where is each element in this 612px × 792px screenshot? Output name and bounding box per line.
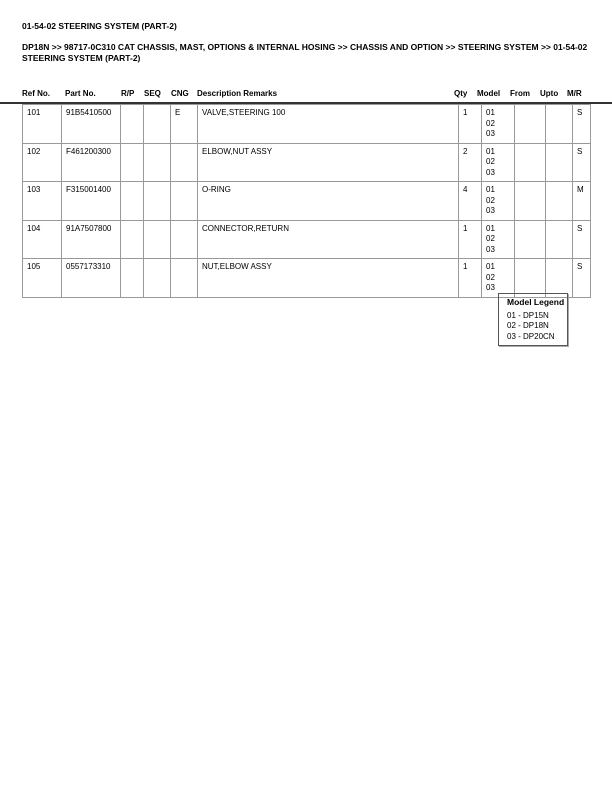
cell-desc: VALVE,STEERING 100	[198, 105, 459, 144]
cell-upto	[546, 143, 573, 182]
table-row	[23, 143, 591, 182]
cell-seq	[144, 220, 171, 259]
cell-part: 91A7507800	[62, 220, 121, 259]
header-part: Part No.	[65, 89, 96, 98]
model-code: 03	[486, 244, 495, 254]
header-mr: M/R	[567, 89, 582, 98]
header-from: From	[510, 89, 530, 98]
cell-desc: CONNECTOR,RETURN	[198, 220, 459, 259]
cell-cng	[171, 182, 198, 221]
model-code: 01	[486, 223, 495, 233]
table-row	[23, 220, 591, 259]
cell-models	[482, 143, 515, 182]
cell-seq	[144, 143, 171, 182]
cell-rp	[121, 259, 144, 298]
header-seq: SEQ	[144, 89, 161, 98]
cell-upto	[546, 105, 573, 144]
cell-ref: 105	[23, 259, 62, 298]
cell-seq	[144, 105, 171, 144]
cell-mr: S	[573, 259, 591, 298]
model-code: 03	[486, 283, 495, 292]
cell-rp	[121, 143, 144, 182]
legend-item: 03 - DP20CN	[507, 331, 555, 341]
model-code: 02	[486, 234, 495, 243]
model-code: 02	[486, 118, 495, 128]
header-ref: Ref No.	[22, 89, 50, 98]
cell-mr: S	[573, 143, 591, 182]
parts-table	[22, 104, 591, 298]
legend-item: 02 - DP18N	[507, 321, 549, 330]
cell-ref: 101	[23, 105, 62, 144]
cell-ref: 103	[23, 182, 62, 221]
cell-cng	[171, 259, 198, 298]
cell-cng	[171, 220, 198, 259]
table-row	[23, 105, 591, 144]
header-model: Model	[477, 89, 501, 98]
model-code: 02	[486, 195, 495, 205]
cell-desc: NUT,ELBOW ASSY	[198, 259, 459, 298]
cell-seq	[144, 182, 171, 221]
cell-models	[482, 220, 515, 259]
cell-mr: S	[573, 105, 591, 144]
table-row	[23, 182, 591, 221]
cell-qty: 2	[459, 143, 482, 182]
cell-from	[515, 220, 546, 259]
model-code: 01	[486, 146, 495, 156]
cell-upto	[546, 259, 573, 298]
cell-models	[482, 105, 515, 144]
cell-qty: 1	[459, 220, 482, 259]
header-upto: Upto	[540, 89, 559, 98]
header-cng: CNG	[171, 89, 189, 98]
cell-from	[515, 105, 546, 144]
model-code: 03	[486, 167, 495, 177]
model-code: 01	[486, 108, 495, 117]
cell-upto	[546, 220, 573, 259]
table-row	[23, 259, 591, 298]
header-desc: Description Remarks	[197, 89, 278, 98]
cell-part: F461200300	[62, 143, 121, 182]
breadcrumb: DP18N >> 98717-0C310 CAT CHASSIS, MAST, OPTIONS & INTERNAL HOSING >> CHASSIS AND OPTION >> STEERING SYSTEM >> 01-54-02 STEERING SYSTEM (PART-2)	[22, 42, 588, 63]
model-code: 03	[486, 206, 495, 215]
cell-part: F315001400	[62, 182, 121, 221]
model-code: 02	[486, 157, 495, 166]
cell-rp	[121, 220, 144, 259]
legend-title: Model Legend	[507, 297, 565, 307]
cell-models	[482, 182, 515, 221]
legend-item: 01 - DP15N	[507, 310, 549, 320]
cell-desc: ELBOW,NUT ASSY	[198, 143, 459, 182]
model-code: 02	[486, 272, 495, 282]
model-legend	[498, 293, 568, 346]
cell-qty: 1	[459, 105, 482, 144]
cell-from	[515, 182, 546, 221]
model-code: 01	[486, 185, 495, 194]
cell-desc: O-RING	[198, 182, 459, 221]
cell-seq	[144, 259, 171, 298]
cell-rp	[121, 105, 144, 144]
cell-cng	[171, 143, 198, 182]
cell-from	[515, 143, 546, 182]
cell-rp	[121, 182, 144, 221]
page-title: 01-54-02 STEERING SYSTEM (PART-2)	[22, 21, 177, 31]
cell-upto	[546, 182, 573, 221]
cell-part: 91B5410500	[62, 105, 121, 144]
cell-qty: 1	[459, 259, 482, 298]
header-qty: Qty	[454, 89, 468, 98]
cell-models	[482, 259, 515, 298]
cell-from	[515, 259, 546, 298]
cell-mr: S	[573, 220, 591, 259]
model-code: 01	[486, 262, 495, 271]
header-rp: R/P	[121, 89, 135, 98]
cell-qty: 4	[459, 182, 482, 221]
cell-part: 0557173310	[62, 259, 121, 298]
cell-cng: E	[171, 105, 198, 144]
cell-ref: 102	[23, 143, 62, 182]
model-code: 03	[486, 129, 495, 138]
cell-ref: 104	[23, 220, 62, 259]
cell-mr: M	[573, 182, 591, 221]
